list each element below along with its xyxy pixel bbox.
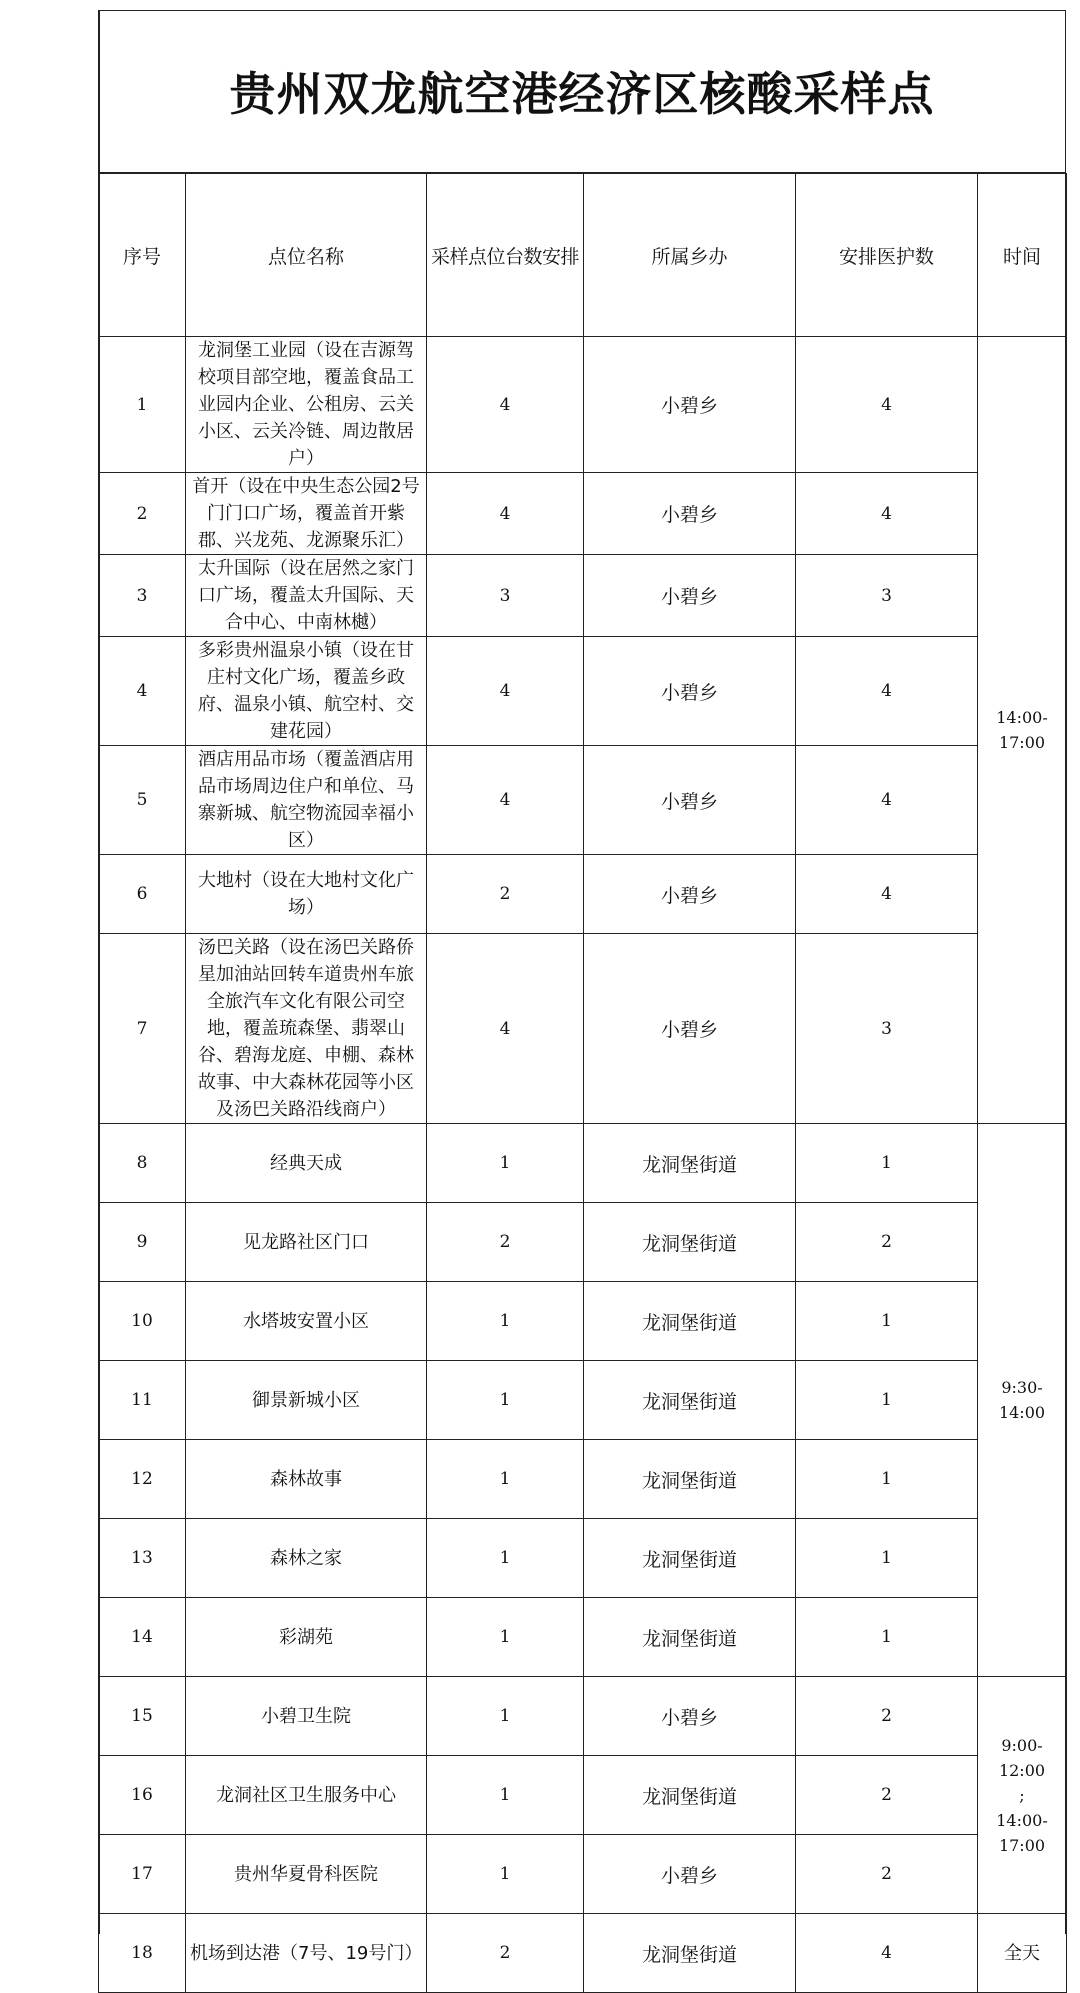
table-row <box>99 473 1067 555</box>
header-seq: 序号 <box>99 174 186 337</box>
row-town: 小碧乡 <box>584 1835 796 1914</box>
row-name: 森林之家 <box>186 1519 427 1598</box>
row-name: 小碧卫生院 <box>186 1677 427 1756</box>
row-name: 龙洞社区卫生服务中心 <box>186 1756 427 1835</box>
time-group-1: 14:00-17:00 <box>978 337 1067 1124</box>
row-medical: 3 <box>796 555 978 637</box>
time-group-3 <box>978 1677 1067 1914</box>
table-row <box>99 1203 1067 1282</box>
row-town: 小碧乡 <box>584 1677 796 1756</box>
row-medical: 4 <box>796 746 978 855</box>
row-town: 龙洞堡街道 <box>584 1361 796 1440</box>
row-name: 贵州华夏骨科医院 <box>186 1835 427 1914</box>
row-name: 御景新城小区 <box>186 1361 427 1440</box>
row-count: 1 <box>427 1124 584 1203</box>
row-seq: 10 <box>99 1282 186 1361</box>
row-count: 4 <box>427 637 584 746</box>
header-medical: 安排医护数 <box>796 174 978 337</box>
table-row <box>99 637 1067 746</box>
row-seq: 17 <box>99 1835 186 1914</box>
row-name: 汤巴关路（设在汤巴关路侨星加油站回转车道贵州车旅全旅汽车文化有限公司空地，覆盖琉森堡、翡翠山谷、碧海龙庭、申棚、森林故事、中大森林花园等小区及汤巴关路沿线商户） <box>186 934 427 1124</box>
row-town: 小碧乡 <box>584 855 796 934</box>
table-row <box>99 1519 1067 1598</box>
table-row <box>99 746 1067 855</box>
row-name: 大地村（设在大地村文化广场） <box>186 855 427 934</box>
page-title: 贵州双龙航空港经济区核酸采样点 <box>229 67 935 121</box>
row-count: 1 <box>427 1282 584 1361</box>
table-row <box>99 1598 1067 1677</box>
row-town: 小碧乡 <box>584 473 796 555</box>
row-town: 小碧乡 <box>584 637 796 746</box>
row-medical: 2 <box>796 1835 978 1914</box>
table-row <box>99 1756 1067 1835</box>
table-row <box>99 1914 1067 1993</box>
row-name: 彩湖苑 <box>186 1598 427 1677</box>
row-seq: 9 <box>99 1203 186 1282</box>
row-medical: 1 <box>796 1519 978 1598</box>
row-town: 龙洞堡街道 <box>584 1440 796 1519</box>
row-medical: 1 <box>796 1361 978 1440</box>
row-medical: 4 <box>796 855 978 934</box>
table-row <box>99 337 1067 473</box>
row-seq: 8 <box>99 1124 186 1203</box>
row-seq: 4 <box>99 637 186 746</box>
row-seq: 14 <box>99 1598 186 1677</box>
row-town: 龙洞堡街道 <box>584 1282 796 1361</box>
table-row <box>99 555 1067 637</box>
row-count: 1 <box>427 1598 584 1677</box>
header-time: 时间 <box>978 174 1067 337</box>
row-town: 小碧乡 <box>584 555 796 637</box>
row-seq: 5 <box>99 746 186 855</box>
row-count: 2 <box>427 855 584 934</box>
row-town: 龙洞堡街道 <box>584 1124 796 1203</box>
row-seq: 7 <box>99 934 186 1124</box>
row-seq: 15 <box>99 1677 186 1756</box>
title-cell <box>98 10 1066 173</box>
time-group-3-line1: 9:00-12:00 <box>998 1735 1046 1780</box>
row-medical: 4 <box>796 337 978 473</box>
row-count: 3 <box>427 555 584 637</box>
row-town: 龙洞堡街道 <box>584 1598 796 1677</box>
time-group-4: 全天 <box>978 1914 1067 1993</box>
row-count: 1 <box>427 1519 584 1598</box>
table-row <box>99 1124 1067 1203</box>
row-name: 龙洞堡工业园（设在吉源驾校项目部空地，覆盖食品工业园内企业、公租房、云关小区、云关冷链、周边散居户） <box>186 337 427 473</box>
row-count: 1 <box>427 1361 584 1440</box>
row-name: 水塔坡安置小区 <box>186 1282 427 1361</box>
table-row <box>99 1835 1067 1914</box>
table-row <box>99 934 1067 1124</box>
row-count: 2 <box>427 1914 584 1993</box>
row-count: 1 <box>427 1440 584 1519</box>
table-row <box>99 1677 1067 1756</box>
row-town: 龙洞堡街道 <box>584 1914 796 1993</box>
row-medical: 4 <box>796 473 978 555</box>
row-name: 酒店用品市场（覆盖酒店用品市场周边住户和单位、马寨新城、航空物流园幸福小区） <box>186 746 427 855</box>
header-name: 点位名称 <box>186 174 427 337</box>
table-row <box>99 1361 1067 1440</box>
row-town: 龙洞堡街道 <box>584 1203 796 1282</box>
row-count: 4 <box>427 934 584 1124</box>
row-count: 1 <box>427 1835 584 1914</box>
sampling-points-table <box>98 173 1067 1993</box>
row-seq: 18 <box>99 1914 186 1993</box>
row-seq: 16 <box>99 1756 186 1835</box>
row-medical: 4 <box>796 637 978 746</box>
row-seq: 11 <box>99 1361 186 1440</box>
row-town: 小碧乡 <box>584 934 796 1124</box>
table-row <box>99 1440 1067 1519</box>
table-row <box>99 1282 1067 1361</box>
row-seq: 1 <box>99 337 186 473</box>
row-medical: 2 <box>796 1756 978 1835</box>
row-town: 龙洞堡街道 <box>584 1519 796 1598</box>
row-name: 经典天成 <box>186 1124 427 1203</box>
time-group-2: 9:30-14:00 <box>978 1124 1067 1677</box>
row-name: 森林故事 <box>186 1440 427 1519</box>
row-name: 多彩贵州温泉小镇（设在甘庄村文化广场，覆盖乡政府、温泉小镇、航空村、交建花园） <box>186 637 427 746</box>
row-name: 机场到达港（7号、19号门） <box>186 1914 427 1993</box>
row-seq: 13 <box>99 1519 186 1598</box>
header-row <box>99 174 1067 337</box>
time-group-3-sep: ; <box>1019 1785 1025 1805</box>
row-medical: 2 <box>796 1203 978 1282</box>
row-name: 太升国际（设在居然之家门口广场，覆盖太升国际、天合中心、中南林樾） <box>186 555 427 637</box>
row-medical: 1 <box>796 1598 978 1677</box>
row-seq: 12 <box>99 1440 186 1519</box>
row-medical: 2 <box>796 1677 978 1756</box>
row-town: 小碧乡 <box>584 337 796 473</box>
row-count: 1 <box>427 1677 584 1756</box>
row-count: 4 <box>427 337 584 473</box>
header-sample-count: 采样点位台数安排 <box>427 174 584 337</box>
table-row <box>99 855 1067 934</box>
row-medical: 3 <box>796 934 978 1124</box>
row-seq: 2 <box>99 473 186 555</box>
row-name: 见龙路社区门口 <box>186 1203 427 1282</box>
row-count: 4 <box>427 473 584 555</box>
row-town: 龙洞堡街道 <box>584 1756 796 1835</box>
row-medical: 4 <box>796 1914 978 1993</box>
row-count: 4 <box>427 746 584 855</box>
row-medical: 1 <box>796 1282 978 1361</box>
row-medical: 1 <box>796 1124 978 1203</box>
row-town: 小碧乡 <box>584 746 796 855</box>
row-count: 2 <box>427 1203 584 1282</box>
row-name: 首开（设在中央生态公园2号门门口广场，覆盖首开紫郡、兴龙苑、龙源聚乐汇） <box>186 473 427 555</box>
header-town: 所属乡办 <box>584 174 796 337</box>
row-count: 1 <box>427 1756 584 1835</box>
time-group-3-line2: 14:00-17:00 <box>996 1810 1048 1855</box>
row-seq: 6 <box>99 855 186 934</box>
row-medical: 1 <box>796 1440 978 1519</box>
row-seq: 3 <box>99 555 186 637</box>
